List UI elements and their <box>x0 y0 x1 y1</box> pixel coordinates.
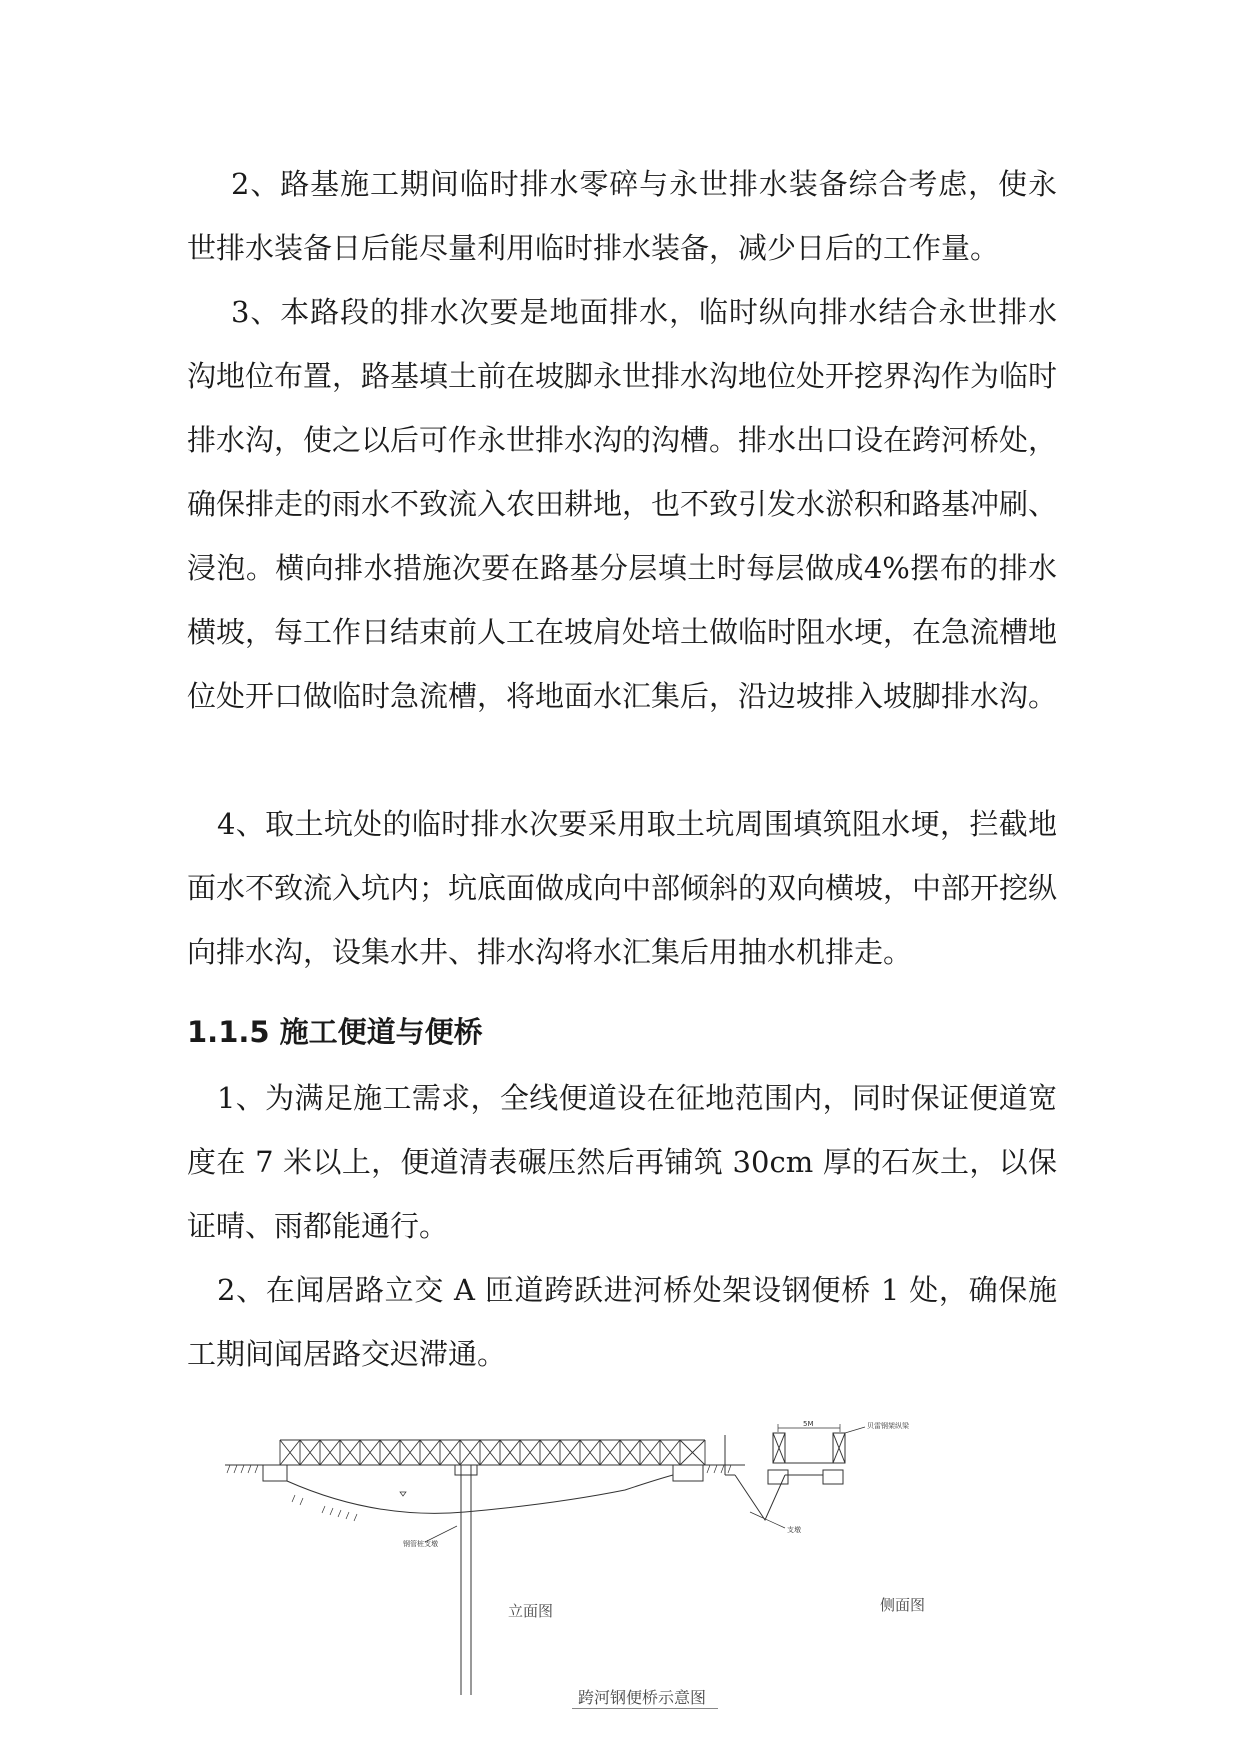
paragraph-borrow-pit-drainage <box>187 792 1057 984</box>
paragraph-text: 2、在闻居路立交 A 匝道跨跃进河桥处架设钢便桥 1 处，确保施工期间闻居路交迟滞通。 <box>187 1273 1057 1371</box>
paragraph-text: 3、本路段的排水次要是地面排水，临时纵向排水结合永世排水沟地位布置，路基填土前在坡脚永世排水沟地位处开挖界沟作为临时排水沟，使之以后可作永世排水沟的沟槽。排水出口设在跨河桥处，确保排走的雨水不致流入农田耕地，也不致引发水淤积和路基冲刷、浸泡。横向排水措施次要在路基分层填土时每层做成4%摆布的排水横坡，每工作日结束前人工在坡肩处培土做临时阻水埂，在急流槽地位处开口做临时急流槽，将地面水汇集后，沿边坡排入坡脚排水沟。 <box>187 295 1058 713</box>
label-width: 5M <box>803 1420 814 1428</box>
caption-underline <box>572 1708 718 1709</box>
paragraph-steel-bridge <box>187 1258 1057 1386</box>
caption-side-view: 侧面图 <box>880 1596 926 1614</box>
steel-bridge-diagram <box>225 1420 985 1710</box>
label-truss-girder: 贝雷钢架纵梁 <box>867 1422 909 1430</box>
side-view <box>725 1424 865 1528</box>
elevation-view <box>225 1440 745 1695</box>
section-heading: 1.1.5 施工便道与便桥 <box>187 1015 483 1049</box>
caption-elevation-view: 立面图 <box>508 1602 554 1620</box>
label-steel-pipe-pier: 钢管桩支墩 <box>403 1540 438 1548</box>
paragraph-text: 2、路基施工期间临时排水零碎与永世排水装备综合考虑，使永世排水装备日后能尽量利用临时排水装备，减少日后的工作量。 <box>187 167 1057 265</box>
paragraph-text: 1、为满足施工需求，全线便道设在征地范围内，同时保证便道宽度在 7 米以上，便道清表碾压然后再铺筑 30cm 厚的石灰土，以保证晴、雨都能通行。 <box>187 1081 1057 1243</box>
paragraph-surface-drainage <box>187 280 1057 728</box>
label-support: 支墩 <box>787 1526 801 1534</box>
ground-hatch <box>227 1465 731 1521</box>
paragraph-text: 4、取土坑处的临时排水次要采用取土坑周围填筑阻水埂，拦截地面水不致流入坑内；坑底面做成向中部倾斜的双向横坡，中部开挖纵向排水沟，设集水井、排水沟将水汇集后用抽水机排走。 <box>187 807 1058 969</box>
truss-panels <box>280 1440 705 1465</box>
paragraph-access-road <box>187 1066 1057 1258</box>
paragraph-temporary-drainage-integration <box>187 152 1057 280</box>
figure-caption: 跨河钢便桥示意图 <box>578 1688 707 1707</box>
